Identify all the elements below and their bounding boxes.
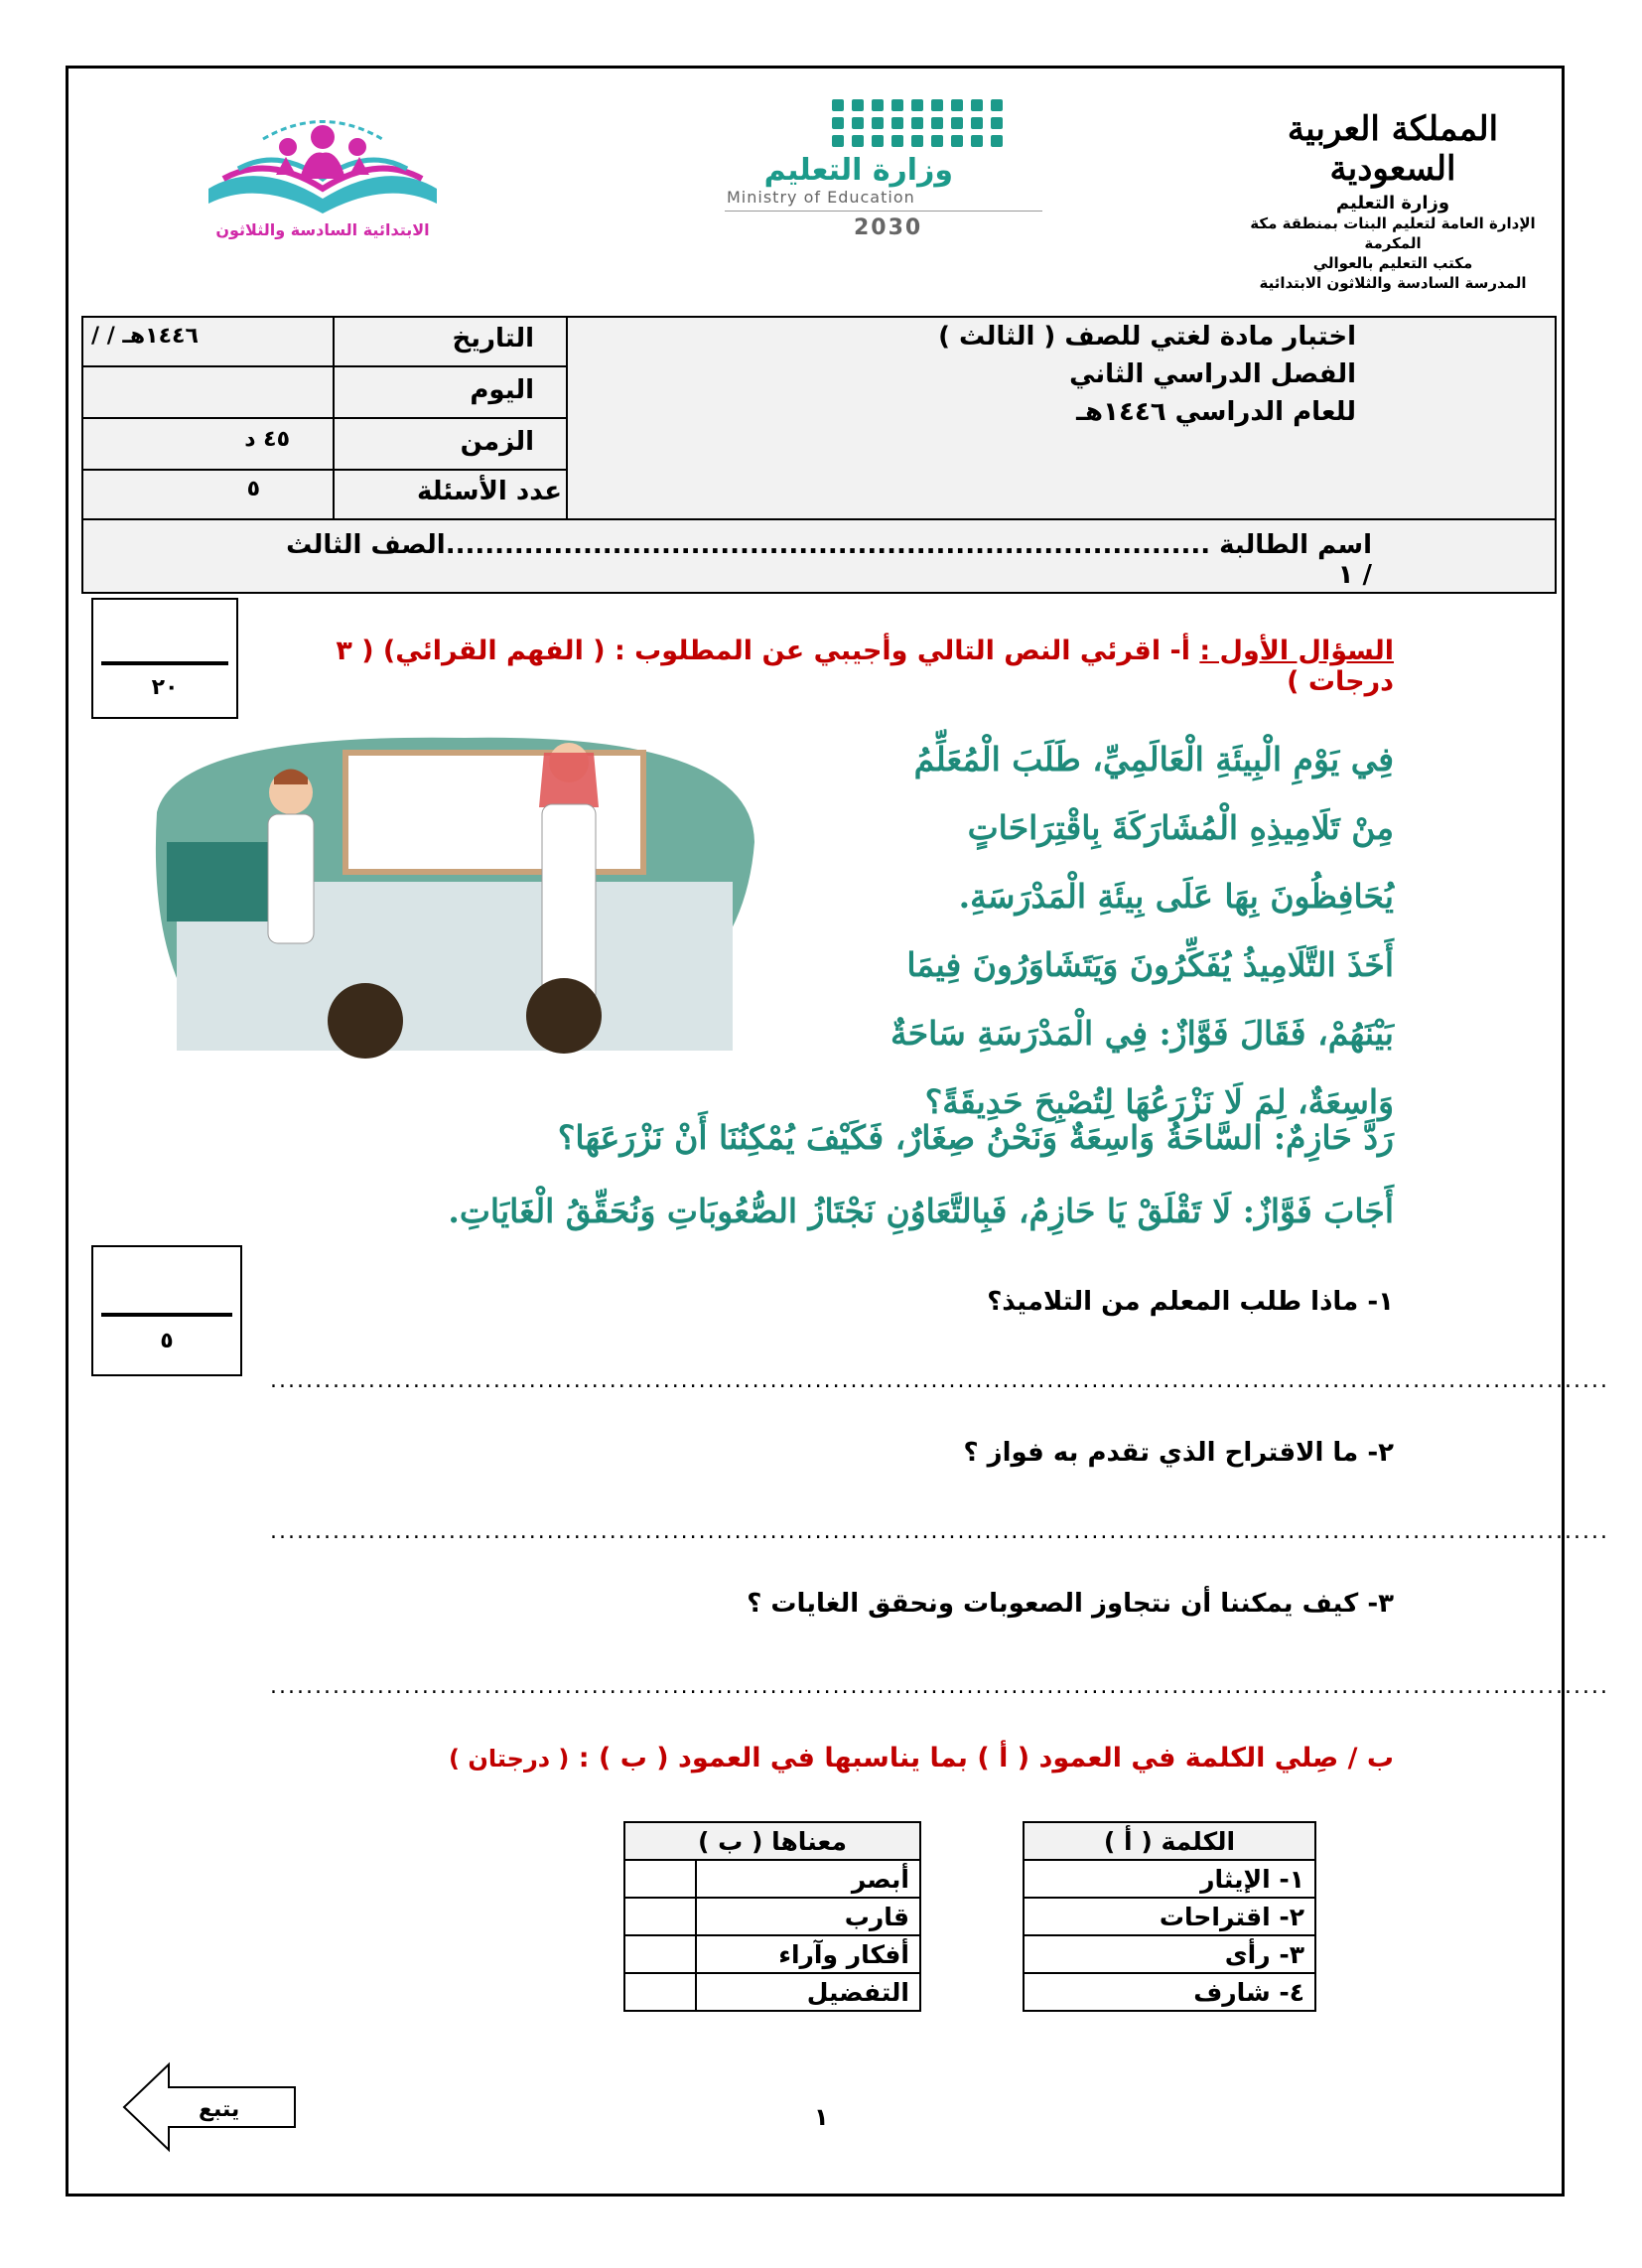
answer-line-3[interactable]: ...................................................................................................................................................... [270, 1674, 1609, 1699]
q1b-title [302, 1743, 1394, 1773]
moe-logo [715, 99, 1042, 240]
table-divider [81, 469, 568, 471]
passage-line: أَخَذَ التَّلَامِيذُ يُفَكِّرُونَ وَيَتَشَاوَرُونَ فِيمَا [906, 945, 1394, 984]
next-label: يتبع [199, 2097, 240, 2122]
time-label: الزمن [460, 427, 534, 457]
passage-line: فِي يَوْمِ الْبِيئَةِ الْعَالَمِيِّ، طَلَبَ الْمُعَلِّمُ [913, 740, 1394, 779]
questions-value: ٥ [246, 477, 260, 501]
answer-line-2[interactable]: ...................................................................................................................................................... [270, 1519, 1609, 1544]
kingdom-title: المملكة العربية السعودية [1287, 109, 1499, 189]
moe-dots-icon [794, 99, 1042, 147]
moe-divider [725, 211, 1042, 212]
col-b-header: معناها ( ب ) [624, 1822, 920, 1860]
exam-title-line2: الفصل الدراسي الثاني [1069, 359, 1356, 389]
col-a-header: الكلمة ( أ ) [1024, 1822, 1315, 1860]
school-name: المدرسة السادسة والثلاثون الابتدائية [1259, 274, 1527, 292]
question-2: ٢- ما الاقتراح الذي تقدم به فواز ؟ [963, 1438, 1394, 1468]
col-b-item[interactable]: التفضيل [696, 1973, 920, 2011]
office-name: مكتب التعليم بالعوالي [1312, 254, 1473, 272]
q1b-marks: ( درجتان ) [449, 1745, 570, 1772]
col-b-answer-cell[interactable] [624, 1973, 696, 2011]
exam-title-line1: اختبار مادة لغتي للصف ( الثالث ) [938, 322, 1356, 352]
school-logo [189, 109, 457, 258]
kingdom-header [1229, 109, 1557, 293]
q1-title-main: أ- اقرئي النص التالي وأجيبي عن المطلوب : ( الفهم القرائي) ( ٣ درجات ) [336, 636, 1394, 697]
school-logo-text: الابتدائية السادسة والثلاثون [215, 220, 430, 239]
day-label: اليوم [470, 375, 534, 405]
col-b-answer-cell[interactable] [624, 1935, 696, 1973]
table-divider [81, 417, 568, 419]
date-label: التاريخ [452, 324, 534, 354]
q1a-score-box [91, 1245, 242, 1376]
questions-label: عدد الأسئلة [416, 477, 562, 506]
col-b-item[interactable]: قارب [696, 1898, 920, 1935]
student-name-field[interactable]: اسم الطالبة ..............................................................................الصف الثالث / ١ [286, 530, 1372, 590]
q1-title-prefix: السؤال الأول : [1199, 636, 1394, 666]
passage-line: يُحَافِظُونَ بِهَا عَلَى بِيئَةِ الْمَدْرَسَةِ. [958, 877, 1394, 916]
table-divider [81, 518, 1557, 520]
col-b-item[interactable]: أفكار وآراء [696, 1935, 920, 1973]
book-people-icon [189, 109, 457, 218]
exam-title-line3: للعام الدراسي ١٤٤٦هـ [1076, 397, 1356, 427]
q1-title [302, 636, 1394, 697]
reading-passage [520, 725, 1394, 1136]
moe-english: Ministry of Education [727, 188, 915, 207]
q1a-score: ٥ [160, 1329, 174, 1353]
col-a-item[interactable]: ٤- شارف [1024, 1973, 1315, 2011]
column-a-table [1023, 1821, 1316, 2012]
passage-line: مِنْ تَلَامِيذِهِ الْمُشَارَكَةَ بِاقْتِرَاحَاتٍ [967, 808, 1394, 847]
answer-line-1[interactable]: ...................................................................................................................................................... [270, 1368, 1609, 1393]
passage-line: وَاسِعَةٌ، لِمَ لَا نَزْرَعُهَا لِتُصْبِحَ حَدِيقَةً؟ [924, 1082, 1394, 1121]
col-a-item[interactable]: ١- الإيثار [1024, 1860, 1315, 1898]
col-b-item[interactable]: أبصر [696, 1860, 920, 1898]
question-1: ١- ماذا طلب المعلم من التلاميذ؟ [987, 1287, 1394, 1317]
question-3: ٣- كيف يمكننا أن نتجاوز الصعوبات ونحقق الغايات ؟ [747, 1589, 1394, 1619]
column-b-table [623, 1821, 921, 2012]
ministry-name: وزارة التعليم [1335, 193, 1450, 213]
exam-title [840, 318, 1356, 431]
q1-score-box [91, 598, 238, 719]
table-divider [81, 365, 568, 367]
vision-2030: 2030 [854, 215, 923, 240]
passage-line: رَدَّ حَازِمٌ: السَّاحَةُ وَاسِعَةٌ وَنَحْنُ صِغَارٌ، فَكَيْفَ يُمْكِنُنَا أَنْ نَزْرَعَهَا؟ [557, 1118, 1394, 1157]
col-b-answer-cell[interactable] [624, 1860, 696, 1898]
page-number: ١ [814, 2103, 829, 2131]
admin-name: الإدارة العامة لتعليم البنات بمنطقة مكة المكرمة [1250, 214, 1536, 252]
passage-line: أَجَابَ فَوَّازٌ: لَا تَقْلَقْ يَا حَازِمُ، فَبِالتَّعَاوُنِ نَجْتَازُ الصُّعُوبَاتِ وَنُحَقِّقُ الْغَايَاتِ. [448, 1192, 1394, 1230]
col-a-item[interactable]: ٢- اقتراحات [1024, 1898, 1315, 1935]
moe-arabic: وزارة التعليم [763, 153, 953, 188]
time-value: ٤٥ د [244, 427, 290, 452]
col-a-item[interactable]: ٣- رأى [1024, 1935, 1315, 1973]
q1b-title-text: ب / صِلي الكلمة في العمود ( أ ) بما يناسبها في العمود ( ب ) : [569, 1743, 1394, 1773]
passage-line: بَيْنَهُمْ، فَقَالَ فَوَّازٌ: فِي الْمَدْرَسَةِ سَاحَةٌ [890, 1014, 1394, 1053]
q1-score-total: ٢٠ [151, 675, 179, 700]
date-value: / / ١٤٤٦هـ [91, 324, 199, 349]
col-b-answer-cell[interactable] [624, 1898, 696, 1935]
